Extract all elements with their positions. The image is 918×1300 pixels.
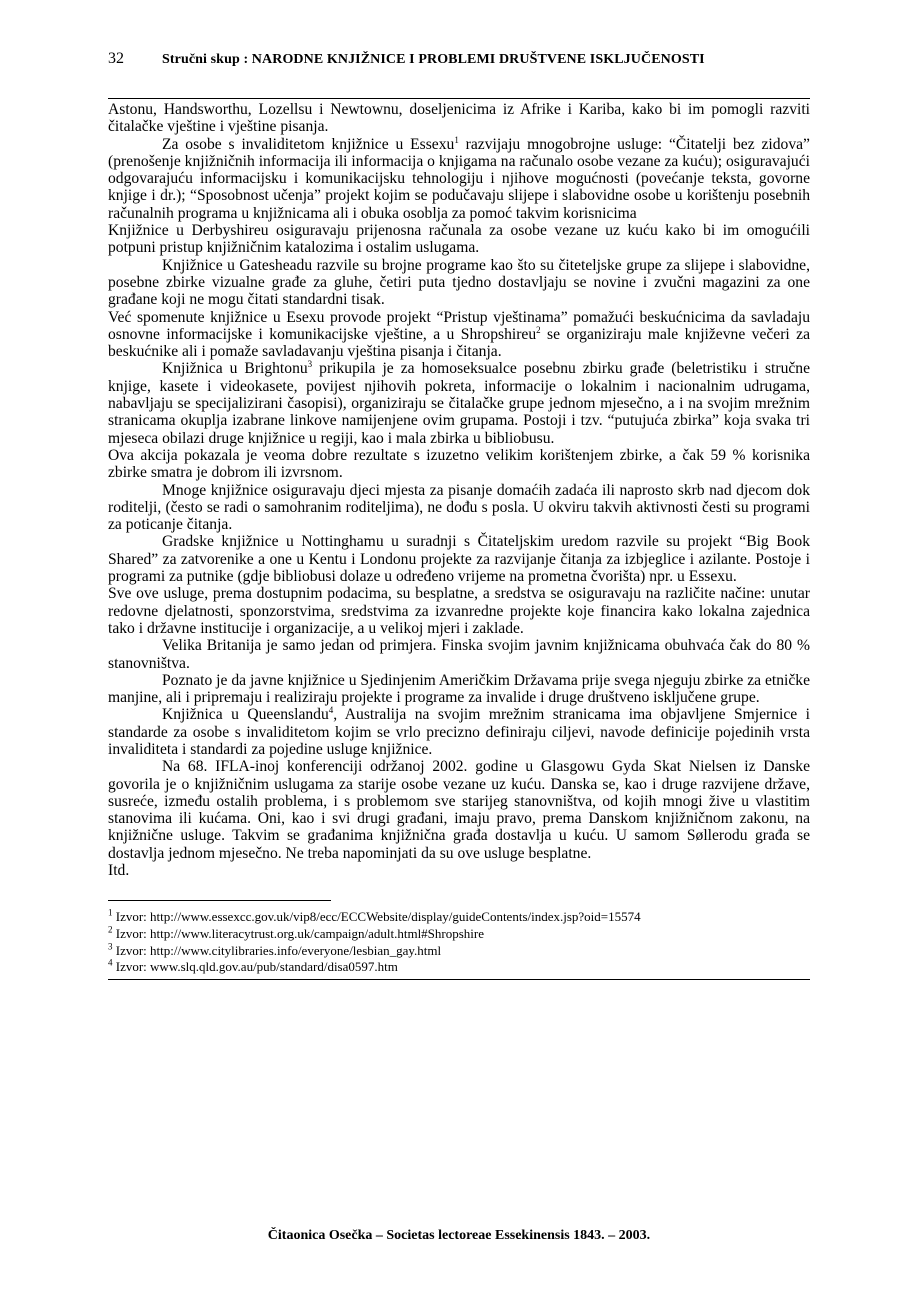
body-text [108,101,810,879]
header-rule [108,98,810,99]
paragraph: Već spomenute knjižnice u Esexu provode projekt “Pristup vještinama” pomažući beskućnicima da savladaju osnovne informacijske i komunikacijske vještine, a u Shropshireu$^2$ se organiziraju male književne večeri za beskućnike ali i pomaže savladavanju vještina pisanja i čitanja. [108,308,810,361]
running-title: Stručni skup : NARODNE KNJIŽNICE I PROBLEMI DRUŠTVENE ISKLJUČENOSTI [162,52,705,67]
paragraph: Knjižnica u Brightonu$^3$ prikupila je za homoseksualce posebnu zbirku građe (beletristiku i stručne knjige, kasete i videokasete, povijest njihovih pokreta, informacije o lokalnim i nacionalnim udrugama, nabavljaju se specijalizirani časopisi), organiziraju se čitalačke grupe jednom mjesečno, a i na svojim mrežnim stranicama okuplja izabrane linkove namijenjene ovim grupama. Postoji i tzv. “putujuća zbirka” koja svaka tri mjeseca obilazi druge knjižnice u regiji, kao i mala zbirka u bibliobusu. [108,359,811,447]
footnotes [108,909,810,975]
paragraph: Velika Britanija je samo jedan od primjera. Finska svojim javnim knjižnicama obuhvaća čak do 80 % stanovništva. [108,637,810,672]
paragraph: Ova akcija pokazala je veoma dobre rezultate s izuzetno velikim korištenjem zbirke, a čak 59 % korisnika zbirke smatra je dobrom ili izvrsnom. [108,446,810,482]
page-number: 32 [108,50,124,67]
document-page [108,50,810,980]
paragraph: Knjižnice u Derbyshireu osiguravaju prijenosna računala za osobe vezane uz kuću kako bi im omogućili potpuni pristup knjižničnim katalozima i ostalim uslugama. [108,222,810,257]
footnote-ref: 4 [328,705,334,716]
paragraph: Na 68. IFLA-inoj konferenciji održanoj 2002. godine u Glasgowu Gyda Skat Nielsen iz Danske govorila je o knjižničnim uslugama za starije osobe vezane uz kuću. Danska se, kao i druge razvijene države, susreće, između ostalih problema, i s problemom sve starijeg stanovništva, od kojih mnogi žive u vlastitim stanovima ili kućama. Oni, kao i svi drugi građani, imaju pravo, prema Danskom knjižničnom zakonu, na knjižnične usluge. Takvim se građanima knjižnična građa dostavlja u kuću. U samom Søllerodu građa se dostavlja jednom mjesečno. Ne treba napominjati da su ove usluge besplatne. [108,758,810,862]
footnote-ref: 1 [454,134,459,145]
footnote-bottom-rule [108,979,810,980]
paragraph: Astonu, Handsworthu, Lozellsu i Newtownu, doseljenicima iz Afrike i Kariba, kako bi im pomogli razviti čitalačke vještine i vještine pisanja. [108,101,810,136]
page-footer: Čitaonica Osečka – Societas lectoreae Essekinensis 1843. – 2003. [267,1228,651,1243]
footnote-ref: 3 [307,359,313,370]
paragraph: Gradske knjižnice u Nottinghamu u suradnji s Čitateljskim uredom razvile su projekt “Big Book Shared” za zatvorenike a one u Kentu i Londonu projekte za razvijanje čitanja za izbjeglice i azilante. Postoje i programi za putnike (gdje bibliobusi dolaze u određeno vrijeme na prometna čvorišta) npr. u Essexu. [108,533,810,586]
paragraph: Itd. [108,862,130,880]
paragraph: Knjižnica u Queenslandu$^4$, Australija na svojim mrežnim stranicama ima objavljene Smjernice i standarde za osobe s invaliditetom kojim se vrlo precizno definiraju ciljevi, navode definicije pojedinih vrsta invaliditeta i standardi za pojedine usluge knjižnice. [108,705,811,758]
paragraph: Poznato je da javne knjižnice u Sjedinjenim Američkim Državama prije svega njeguju zbirke za etničke manjine, ali i pripremaju i realiziraju projekte i programe za invalide i druge društveno isključene grupe. [108,671,810,707]
footnote: $^4$ Izvor: www.slq.qld.gov.au/pub/standard/disa0597.htm [108,957,398,975]
paragraph: Knjižnice u Gatesheadu razvile su brojne programe kao što su čiteteljske grupe za slijepe i slabovidne, posebne zbirke vizualne građe za gluhe, četiri puta tjedno dostavljaju se novine i zvučni magazini za one građane koji ne mogu čitati standardni tisak. [108,256,810,309]
footnote: $^3$ Izvor: http://www.citylibraries.info/everyone/lesbian_gay.html [108,941,442,958]
footnote: $^2$ Izvor: http://www.literacytrust.org.uk/campaign/adult.html#Shropshire [108,924,485,941]
paragraph: Za osobe s invaliditetom knjižnice u Essexu$^1$ razvijaju mnogobrojne usluge: “Čitatelji bez zidova” (prenošenje knjižničnih informacija ili informacija o knjigama na računalo osobe vezane za kuću); osiguravajući odgovarajuću informacijsku i komunikacijsku tehnologiju i njihove mogućnosti (povećanje teksta, govorne knjige i dr.); “Sposobnost učenja” projekt kojim se podučavaju slijepe i slabovidne osobe u korištenju posebnih računalnih programa u knjižnicama ali i obuka osoblja za pomoć takvim korisnicima [108,134,810,222]
footnote: $^1$ Izvor: http://www.essexcc.gov.uk/vip8/ecc/ECCWebsite/display/guideContents/index.jsp?oid=15574 [108,908,641,925]
page-header [108,50,810,78]
paragraph: Sve ove usluge, prema dostupnim podacima, su besplatne, a sredstva se osiguravaju na različite načine: unutar redovne djelatnosti, sponzorstvima, sredstvima za izvanredne projekte koje financira kako lokalna zajednica tako i državne institucije i organizacije, a u velikoj mjeri i zaklade. [108,585,810,637]
footnote-separator [108,900,331,901]
footnote-ref: 2 [536,324,541,335]
paragraph: Mnoge knjižnice osiguravaju djeci mjesta za pisanje domaćih zadaća ili naprosto skrb nad djecom dok roditelji, (često se radi o samohranim roditeljima), ne dođu s posla. U okviru takvih aktivnosti česti su programi za poticanje čitanja. [108,481,810,534]
